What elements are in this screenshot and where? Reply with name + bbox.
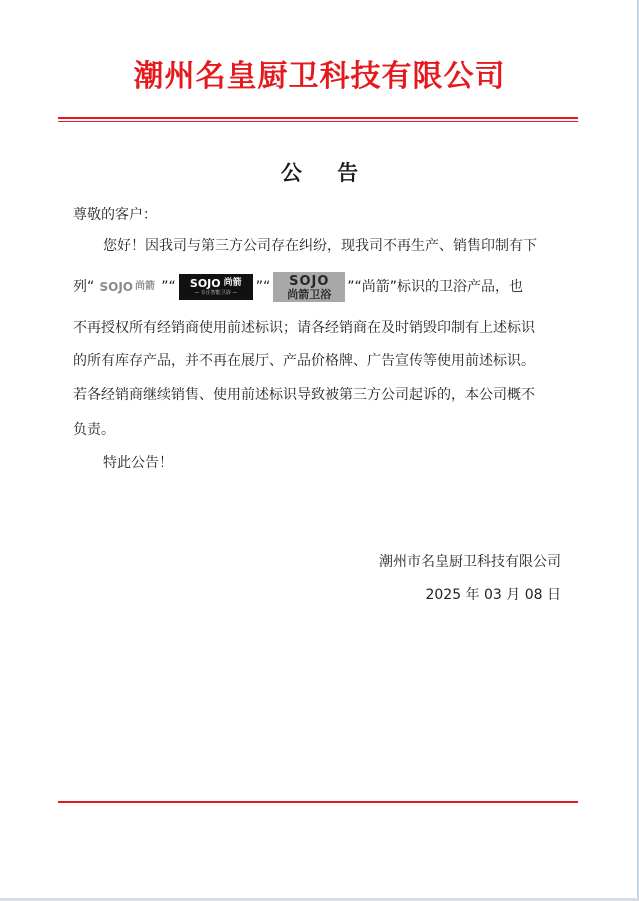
signoff-date: 2025 年 03 月 08 日	[425, 587, 561, 603]
sojo-logo-light-cn: 尚箭	[135, 281, 156, 292]
sojo-logo-black-cn: 尚箭	[223, 278, 242, 288]
sojo-logo-gray-cn: 尚箭卫浴	[287, 287, 332, 301]
line2-suffix: ”“尚箭”标识的卫浴产品，也	[347, 279, 524, 295]
sojo-logo-gray-en: SOJO	[289, 273, 330, 289]
sojo-logo-black-en: SOJO	[189, 277, 221, 290]
notice-heading: 公 告	[280, 161, 373, 185]
footer-rule	[58, 801, 578, 803]
line2-separator-1: ”“	[161, 279, 176, 295]
sojo-logo-gray	[273, 272, 345, 302]
paragraph-line-1: 您好！因我司与第三方公司存在纠纷，现我司不再生产、销售印制有下	[103, 238, 537, 254]
paragraph-line-4: 的所有库存产品，并不再在展厅、产品价格牌、广告宣传等使用前述标识。	[73, 353, 535, 369]
sojo-logo-light-en: SOJO	[99, 280, 134, 294]
signoff-company: 潮州市名皇厨卫科技有限公司	[379, 554, 561, 570]
sojo-logo-black-tagline: — 专注智能卫浴 —	[194, 290, 238, 296]
line2-separator-2: ”“	[255, 279, 271, 295]
sojo-logo-light	[96, 276, 158, 298]
sojo-logo-black	[179, 274, 253, 300]
paragraph-line-6: 负责。	[73, 422, 115, 438]
letterhead-rule-thick	[58, 117, 578, 119]
paragraph-line-2	[73, 272, 567, 302]
line2-prefix: 列“	[73, 279, 95, 295]
letterhead-company-name: 潮州名皇厨卫科技有限公司	[133, 59, 506, 94]
salutation: 尊敬的客户：	[73, 207, 157, 223]
paragraph-line-5: 若各经销商继续销售、使用前述标识导致被第三方公司起诉的，本公司概不	[73, 387, 535, 403]
closing-statement: 特此公告！	[103, 455, 173, 471]
letterhead-rule-thin	[58, 121, 578, 122]
paragraph-line-3: 不再授权所有经销商使用前述标识；请各经销商在及时销毁印制有上述标识	[73, 320, 535, 336]
